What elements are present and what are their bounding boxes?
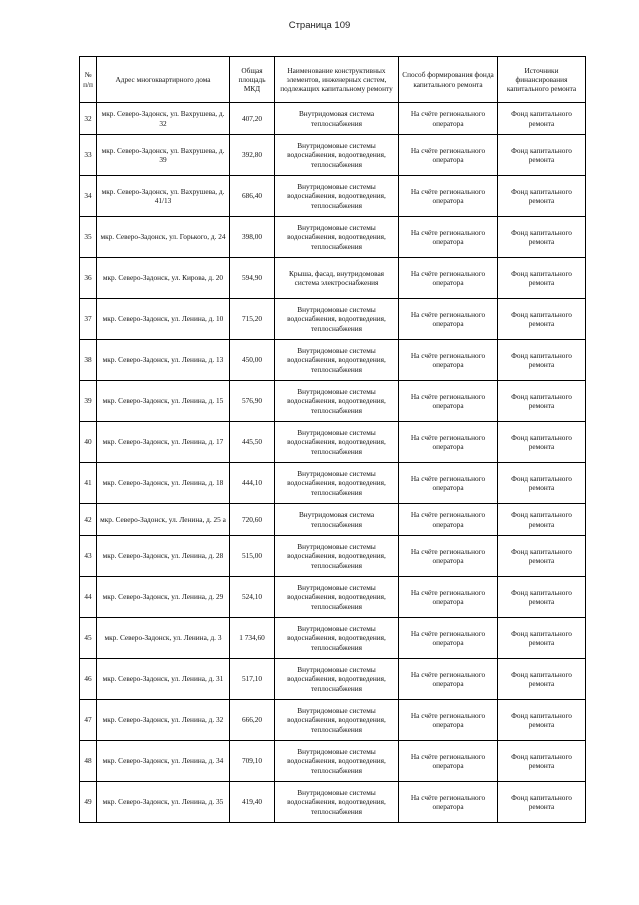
cell-num: 41 [80,463,97,504]
header-method: Способ формирования фонда капитального ремонта [399,57,498,103]
cell-method: На счёте регионального оператора [399,422,498,463]
table-row [80,504,586,536]
cell-num: 45 [80,618,97,659]
cell-address: мкр. Северо-Задонск, ул. Ленина, д. 10 [97,299,230,340]
cell-num: 44 [80,577,97,618]
cell-method: На счёте регионального оператора [399,217,498,258]
cell-source: Фонд капитального ремонта [498,618,586,659]
cell-num: 35 [80,217,97,258]
cell-address: мкр. Северо-Задонск, ул. Ленина, д. 3 [97,618,230,659]
cell-elements: Внутридомовые системы водоснабжения, водоотведения, теплоснабжения [275,422,399,463]
table-row [80,536,586,577]
table-row [80,103,586,135]
capital-repair-table [79,56,586,823]
table-row [80,618,586,659]
cell-area: 1 734,60 [230,618,275,659]
cell-num: 38 [80,340,97,381]
cell-source: Фонд капитального ремонта [498,381,586,422]
cell-method: На счёте регионального оператора [399,536,498,577]
cell-elements: Внутридомовые системы водоснабжения, водоотведения, теплоснабжения [275,741,399,782]
cell-elements: Внутридомовые системы водоснабжения, водоотведения, теплоснабжения [275,217,399,258]
cell-num: 36 [80,258,97,299]
table-row [80,258,586,299]
cell-num: 42 [80,504,97,536]
cell-address: мкр. Северо-Задонск, ул. Ленина, д. 31 [97,659,230,700]
cell-elements: Внутридомовые системы водоснабжения, водоотведения, теплоснабжения [275,700,399,741]
cell-method: На счёте регионального оператора [399,700,498,741]
cell-address: мкр. Северо-Задонск, ул. Ленина, д. 13 [97,340,230,381]
cell-method: На счёте регионального оператора [399,381,498,422]
cell-method: На счёте регионального оператора [399,299,498,340]
cell-num: 37 [80,299,97,340]
table-row [80,176,586,217]
cell-address: мкр. Северо-Задонск, ул. Вахрушева, д. 32 [97,103,230,135]
table-row [80,217,586,258]
cell-num: 39 [80,381,97,422]
cell-source: Фонд капитального ремонта [498,299,586,340]
table-row [80,741,586,782]
cell-method: На счёте регионального оператора [399,741,498,782]
header-elements: Наименование конструктивных элементов, инженерных систем, подлежащих капитальному ремонту [275,57,399,103]
cell-elements: Внутридомовые системы водоснабжения, водоотведения, теплоснабжения [275,463,399,504]
cell-area: 450,00 [230,340,275,381]
cell-source: Фонд капитального ремонта [498,103,586,135]
cell-area: 444,10 [230,463,275,504]
header-area: Общая площадь МКД [230,57,275,103]
cell-area: 594,90 [230,258,275,299]
cell-area: 524,10 [230,577,275,618]
cell-source: Фонд капитального ремонта [498,463,586,504]
cell-source: Фонд капитального ремонта [498,659,586,700]
cell-source: Фонд капитального ремонта [498,536,586,577]
cell-method: На счёте регионального оператора [399,176,498,217]
cell-elements: Внутридомовые системы водоснабжения, водоотведения, теплоснабжения [275,135,399,176]
cell-num: 33 [80,135,97,176]
cell-area: 576,90 [230,381,275,422]
cell-elements: Внутридомовые системы водоснабжения, водоотведения, теплоснабжения [275,536,399,577]
cell-address: мкр. Северо-Задонск, ул. Ленина, д. 34 [97,741,230,782]
cell-elements: Внутридомовые системы водоснабжения, водоотведения, теплоснабжения [275,782,399,823]
table-body [80,103,586,823]
cell-area: 407,20 [230,103,275,135]
table-row [80,659,586,700]
cell-num: 49 [80,782,97,823]
cell-num: 40 [80,422,97,463]
cell-num: 34 [80,176,97,217]
cell-source: Фонд капитального ремонта [498,340,586,381]
cell-address: мкр. Северо-Задонск, ул. Вахрушева, д. 39 [97,135,230,176]
cell-area: 720,60 [230,504,275,536]
cell-elements: Внутридомовые системы водоснабжения, водоотведения, теплоснабжения [275,340,399,381]
cell-method: На счёте регионального оператора [399,504,498,536]
cell-area: 517,10 [230,659,275,700]
cell-address: мкр. Северо-Задонск, ул. Ленина, д. 35 [97,782,230,823]
cell-address: мкр. Северо-Задонск, ул. Ленина, д. 32 [97,700,230,741]
cell-area: 445,50 [230,422,275,463]
cell-address: мкр. Северо-Задонск, ул. Ленина, д. 15 [97,381,230,422]
header-source: Источники финансирования капитального ремонта [498,57,586,103]
cell-method: На счёте регионального оператора [399,340,498,381]
cell-area: 392,80 [230,135,275,176]
cell-source: Фонд капитального ремонта [498,135,586,176]
cell-area: 666,20 [230,700,275,741]
page-label: Страница 109 [288,20,351,31]
cell-method: На счёте регионального оператора [399,135,498,176]
table-row [80,299,586,340]
cell-address: мкр. Северо-Задонск, ул. Горького, д. 24 [97,217,230,258]
cell-address: мкр. Северо-Задонск, ул. Кирова, д. 20 [97,258,230,299]
cell-method: На счёте регионального оператора [399,258,498,299]
table-row [80,135,586,176]
cell-num: 43 [80,536,97,577]
cell-elements: Внутридомовая система теплоснабжения [275,103,399,135]
cell-elements: Внутридомовые системы водоснабжения, водоотведения, теплоснабжения [275,176,399,217]
cell-method: На счёте регионального оператора [399,782,498,823]
cell-source: Фонд капитального ремонта [498,741,586,782]
cell-area: 419,40 [230,782,275,823]
table-row [80,381,586,422]
cell-elements: Крыша, фасад, внутридомовая система электроснабжения [275,258,399,299]
cell-address: мкр. Северо-Задонск, ул. Ленина, д. 17 [97,422,230,463]
table-row [80,782,586,823]
table-row [80,577,586,618]
cell-num: 48 [80,741,97,782]
cell-source: Фонд капитального ремонта [498,176,586,217]
cell-method: На счёте регионального оператора [399,659,498,700]
cell-num: 32 [80,103,97,135]
table-row [80,700,586,741]
cell-method: На счёте регионального оператора [399,103,498,135]
cell-area: 686,40 [230,176,275,217]
header-num: № п/п [80,57,97,103]
cell-source: Фонд капитального ремонта [498,700,586,741]
cell-source: Фонд капитального ремонта [498,577,586,618]
cell-source: Фонд капитального ремонта [498,422,586,463]
cell-method: На счёте регионального оператора [399,577,498,618]
cell-area: 709,10 [230,741,275,782]
cell-elements: Внутридомовые системы водоснабжения, водоотведения, теплоснабжения [275,618,399,659]
cell-area: 715,20 [230,299,275,340]
table-row [80,340,586,381]
cell-address: мкр. Северо-Задонск, ул. Ленина, д. 28 [97,536,230,577]
cell-address: мкр. Северо-Задонск, ул. Вахрушева, д. 41/13 [97,176,230,217]
cell-num: 46 [80,659,97,700]
cell-source: Фонд капитального ремонта [498,217,586,258]
cell-address: мкр. Северо-Задонск, ул. Ленина, д. 29 [97,577,230,618]
cell-method: На счёте регионального оператора [399,618,498,659]
cell-elements: Внутридомовые системы водоснабжения, водоотведения, теплоснабжения [275,299,399,340]
table-header-row [80,57,586,103]
table-row [80,463,586,504]
cell-area: 398,00 [230,217,275,258]
table-row [80,422,586,463]
cell-num: 47 [80,700,97,741]
cell-address: мкр. Северо-Задонск, ул. Ленина, д. 18 [97,463,230,504]
cell-area: 515,00 [230,536,275,577]
cell-elements: Внутридомовые системы водоснабжения, водоотведения, теплоснабжения [275,577,399,618]
cell-source: Фонд капитального ремонта [498,258,586,299]
cell-source: Фонд капитального ремонта [498,504,586,536]
cell-elements: Внутридомовые системы водоснабжения, водоотведения, теплоснабжения [275,659,399,700]
header-address: Адрес многоквартирного дома [97,57,230,103]
cell-address: мкр. Северо-Задонск, ул. Ленина, д. 25 а [97,504,230,536]
cell-elements: Внутридомовые системы водоснабжения, водоотведения, теплоснабжения [275,381,399,422]
cell-elements: Внутридомовая система теплоснабжения [275,504,399,536]
cell-source: Фонд капитального ремонта [498,782,586,823]
cell-method: На счёте регионального оператора [399,463,498,504]
